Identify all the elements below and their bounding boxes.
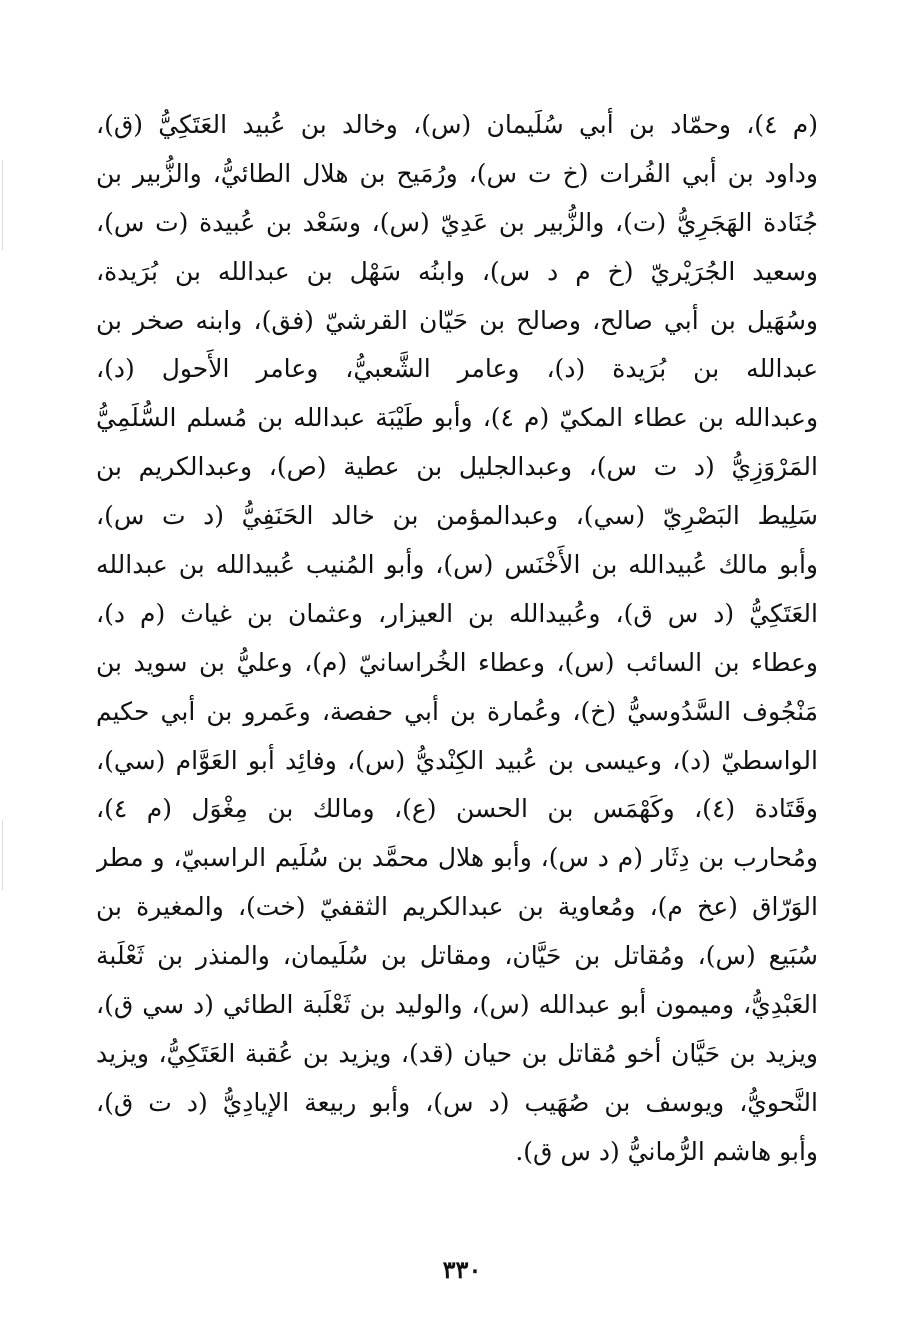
text-line: ويزيد بن حَيَّان أخو مُقاتل بن حيان (قد)، ويزيد بن عُقبة العَتَكِيُّ، ويزيد <box>96 1038 818 1068</box>
scan-edge-mark <box>2 820 3 890</box>
text-line: عبدالله بن بُرَيدة (د)، وعامر الشَّعبيُّ، وعامر الأَحول (د)، <box>96 354 818 384</box>
text-line: الواسطيّ (د)، وعيسى بن عُبيد الكِنْديُّ (س)، وفائِد أبو العَوَّام (سي)، <box>96 745 818 775</box>
text-line: وعطاء بن السائب (س)، وعطاء الخُراسانيّ (م)، وعليُّ بن سويد بن <box>96 647 818 677</box>
text-line: مَنْجُوف السَّدُوسيُّ (خ)، وعُمارة بن أبي حفصة، وعَمرو بن أبي حكيم <box>96 696 818 726</box>
text-line: المَرْوَزِيُّ (د ت س)، وعبدالجليل بن عطية (ص)، وعبدالكريم بن <box>96 452 818 482</box>
text-line: وأبو مالك عُبيدالله بن الأَخْنَس (س)، وأبو المُنيب عُبيدالله بن عبدالله <box>96 550 818 580</box>
text-line: وداود بن أبي الفُرات (خ ت س)، ورُمَيح بن هلال الطائيُّ، والزُّبير بن <box>96 158 818 188</box>
text-line: (م ٤)، وحمّاد بن أبي سُلَيمان (س)، وخالد بن عُبيد العَتَكِيُّ (ق)، <box>96 110 818 139</box>
page-number: ٣٣٠ <box>442 1255 482 1284</box>
text-line: النَّحويُّ، ويوسف بن صُهَيب (د س)، وأبو ربيعة الإيادِيُّ (د ت ق)، <box>96 1087 818 1117</box>
text-line: العَتَكِيُّ (د س ق)، وعُبيدالله بن العيزار، وعثمان بن غياث (م د)، <box>96 598 818 628</box>
text-line: وسُهَيل بن أبي صالح، وصالح بن حَيّان القرشيّ (فق)، وابنه صخر بن <box>96 305 818 335</box>
text-line: سُبَيع (س)، ومُقاتل بن حَيَّان، ومقاتل بن سُلَيمان، والمنذر بن ثَعْلَبة <box>96 941 818 971</box>
text-line: وسعيد الجُرَيْريّ (خ م د س)، وابنُه سَهْل بن عبدالله بن بُرَيدة، <box>96 256 818 286</box>
text-line: العَبْدِيُّ، وميمون أبو عبدالله (س)، والوليد بن ثَعْلَبة الطائي (د سي ق)، <box>96 990 818 1020</box>
text-line: وقَتَادة (٤)، وكَهْمَس بن الحسن (ع)، ومالك بن مِغْوَل (م ٤)، <box>96 794 818 824</box>
text-line: ومُحارب بن دِثَار (م د س)، وأبو هلال محمَّد بن سُلَيم الراسبيّ، و مطر <box>96 843 818 873</box>
scan-edge-mark <box>2 160 3 250</box>
body-text <box>96 101 818 1177</box>
text-line: جُنَادة الهَجَرِيُّ (ت)، والزُّبير بن عَدِيّ (س)، وسَعْد بن عُبيدة (ت س)، <box>96 207 818 237</box>
text-line: وأبو هاشم الرُّمانيُّ (د س ق). <box>515 1136 818 1166</box>
text-line: سَلِيط البَصْرِيّ (سي)، وعبدالمؤمن بن خالد الحَنَفِيُّ (د ت س)، <box>96 501 818 531</box>
text-line: الوَرّاق (عخ م)، ومُعاوية بن عبدالكريم الثقفيّ (خت)، والمغيرة بن <box>96 892 818 922</box>
text-line: وعبدالله بن عطاء المكيّ (م ٤)، وأبو طَيْبَة عبدالله بن مُسلم السُّلَمِيُّ <box>96 403 818 433</box>
